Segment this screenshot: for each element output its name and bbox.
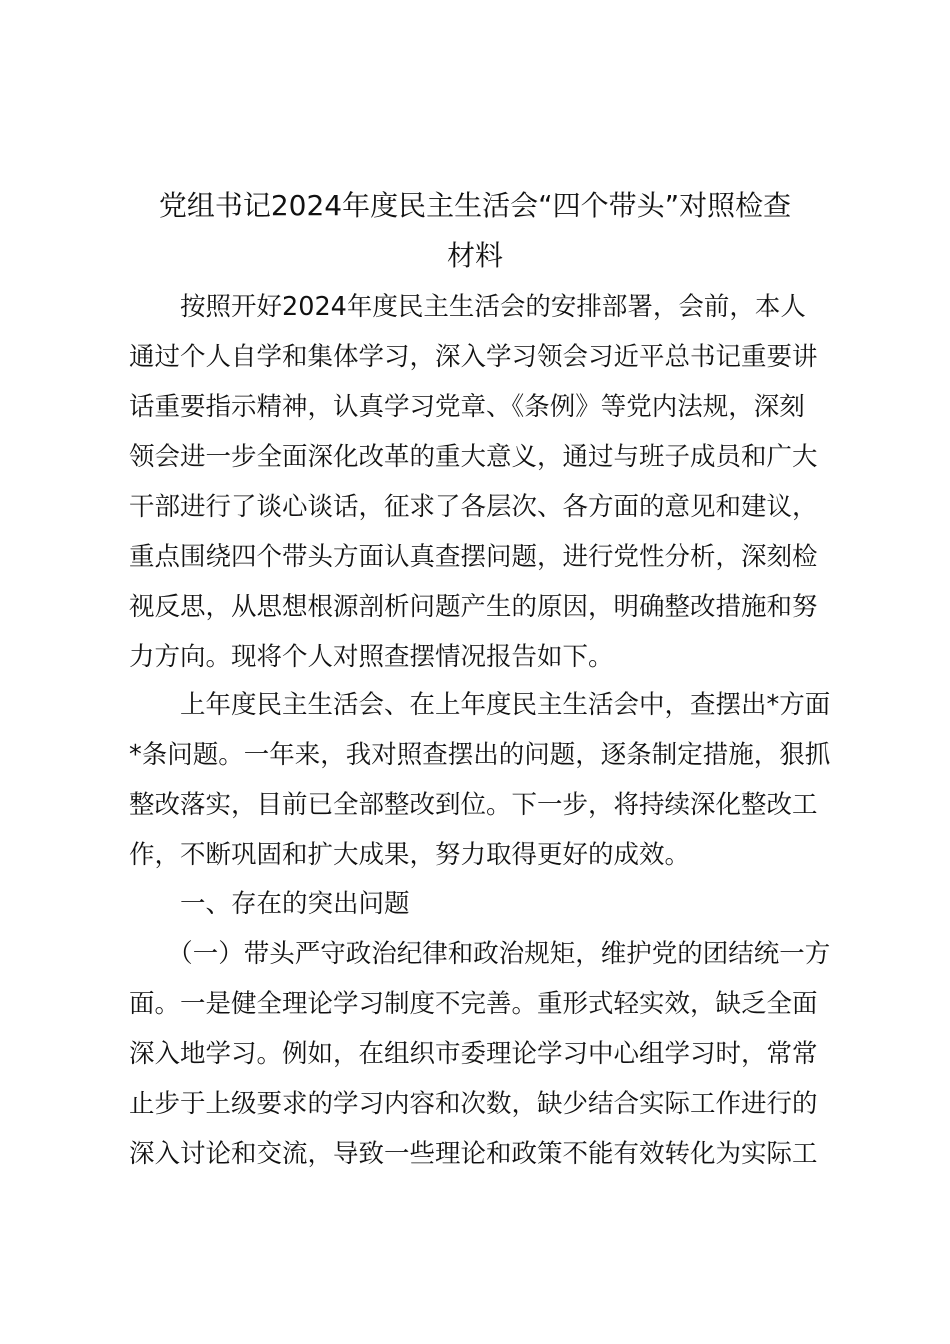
body-line: 按照开好2024年度民主生活会的安排部署，会前，本人 [129,292,806,322]
body-line: 上年度民主生活会、在上年度民主生活会中，查摆出*方面 [129,690,831,720]
document-title-continued: 材料 [446,239,503,272]
section-heading: 一、存在的突出问题 [129,889,410,919]
body-line: 视反思，从思想根源剖析问题产生的原因，明确整改措施和努 [129,592,818,622]
body-line: 深入地学习。例如，在组织市委理论学习中心组学习时，常常 [129,1039,818,1069]
body-line: *条问题。一年来，我对照查摆出的问题，逐条制定措施，狠抓 [129,740,831,770]
document-title: 党组书记2024年度民主生活会“四个带头”对照检查 [158,189,792,222]
body-line: 重点围绕四个带头方面认真查摆问题，进行党性分析，深刻检 [129,542,818,572]
body-line: 力方向。现将个人对照查摆情况报告如下。 [129,642,614,672]
body-line: 领会进一步全面深化改革的重大意义，通过与班子成员和广大 [129,442,818,472]
body-line: 作，不断巩固和扩大成果，努力取得更好的成效。 [129,840,691,870]
body-line: 话重要指示精神，认真学习党章、《条例》等党内法规，深刻 [129,392,805,422]
body-line: （一）带头严守政治纪律和政治规矩，维护党的团结统一方 [129,939,831,969]
body-line: 面。一是健全理论学习制度不完善。重形式轻实效，缺乏全面 [129,989,818,1019]
body-line: 整改落实，目前已全部整改到位。下一步，将持续深化整改工 [129,790,818,820]
body-line: 深入讨论和交流，导致一些理论和政策不能有效转化为实际工 [129,1139,818,1169]
body-line: 通过个人自学和集体学习，深入学习领会习近平总书记重要讲 [129,342,818,372]
body-line: 干部进行了谈心谈话，征求了各层次、各方面的意见和建议， [129,492,818,522]
body-line: 止步于上级要求的学习内容和次数，缺少结合实际工作进行的 [129,1089,818,1119]
